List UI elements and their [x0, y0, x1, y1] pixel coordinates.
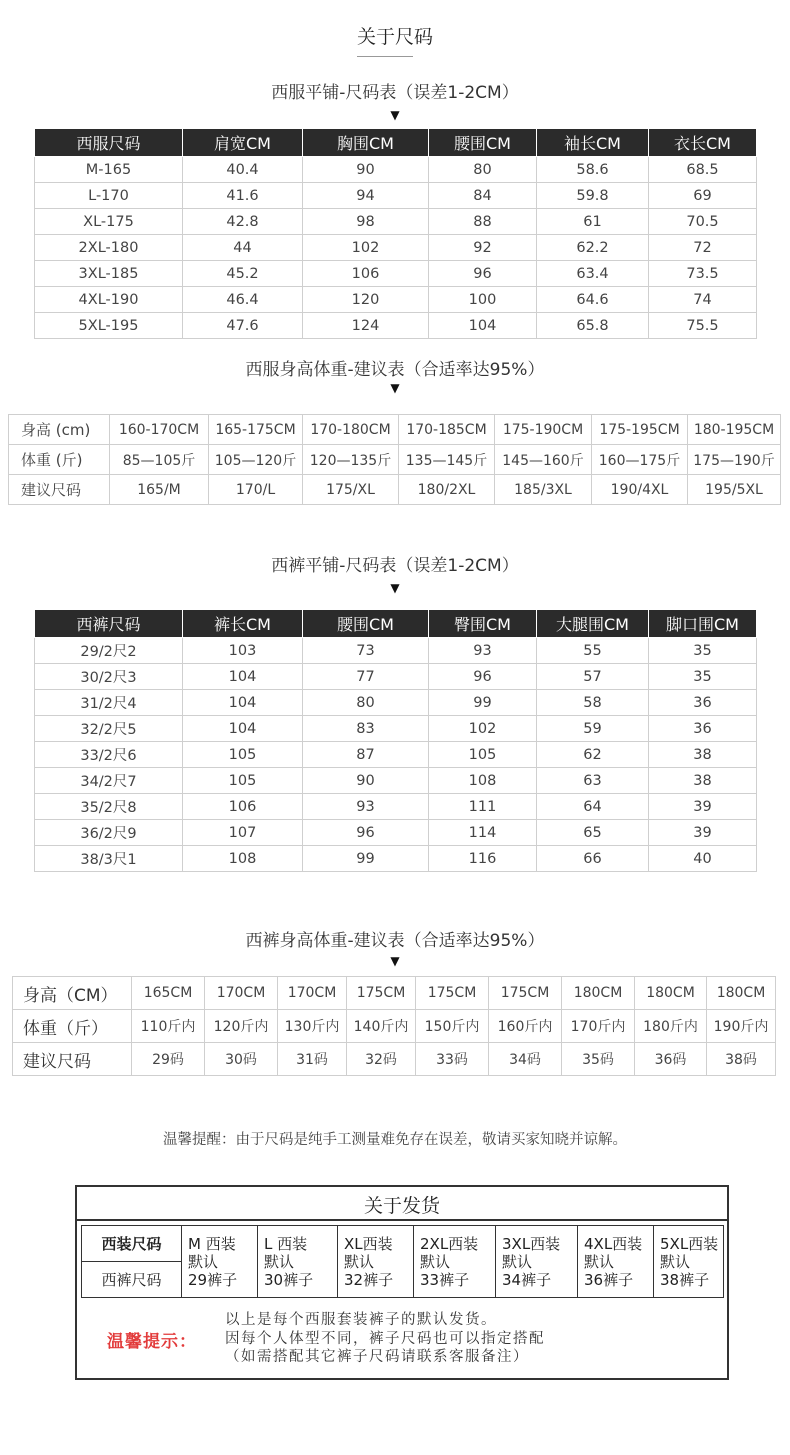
table-cell: 102: [303, 235, 429, 261]
table-cell: 85—105斤: [110, 445, 209, 475]
table-cell: 39: [649, 820, 757, 846]
pants-flat-size-table: [34, 609, 757, 872]
table-cell: 111: [429, 794, 537, 820]
table-cell: 57: [537, 664, 649, 690]
table-cell: 62: [537, 742, 649, 768]
table-cell: 59.8: [537, 183, 649, 209]
shipping-size-cell: 2XL西装 默认 33裤子: [414, 1226, 496, 1298]
table-cell: 175CM: [347, 977, 416, 1010]
table-cell: 36: [649, 716, 757, 742]
table-cell: 175CM: [489, 977, 562, 1010]
table-cell: 180-195CM: [688, 415, 781, 445]
table-cell: 77: [303, 664, 429, 690]
row-label: 身高 (cm): [9, 415, 110, 445]
table-cell: L-170: [35, 183, 183, 209]
table-cell: 36: [649, 690, 757, 716]
table-cell: 170-180CM: [303, 415, 399, 445]
table-cell: 170CM: [278, 977, 347, 1010]
table-row: [35, 794, 757, 820]
shipping-size-cell: L 西装 默认 30裤子: [258, 1226, 338, 1298]
table-cell: 105: [429, 742, 537, 768]
row-label: 身高（CM）: [13, 977, 132, 1010]
column-header: 西服尺码: [35, 129, 183, 157]
table-cell: 73: [303, 638, 429, 664]
table-cell: 35: [649, 664, 757, 690]
table-cell: 104: [183, 664, 303, 690]
table-cell: 69: [649, 183, 757, 209]
table-row: [35, 820, 757, 846]
table-row: [35, 716, 757, 742]
table-cell: 39: [649, 794, 757, 820]
column-header: 胸围CM: [303, 129, 429, 157]
shipping-size-cell: 5XL西装 默认 38裤子: [654, 1226, 724, 1298]
table-cell: 190/4XL: [592, 475, 688, 505]
table-cell: 38: [649, 742, 757, 768]
table-cell: 102: [429, 716, 537, 742]
table-cell: 104: [183, 690, 303, 716]
table-cell: 130斤内: [278, 1010, 347, 1043]
table-cell: 61: [537, 209, 649, 235]
table-cell: 114: [429, 820, 537, 846]
row-label: 体重（斤）: [13, 1010, 132, 1043]
pants-size-label: 西裤尺码: [82, 1262, 182, 1298]
shipping-size-table: [81, 1225, 724, 1298]
table-cell: 40: [649, 846, 757, 872]
table-row: [9, 445, 781, 475]
title-divider: [357, 56, 413, 57]
table-cell: 84: [429, 183, 537, 209]
table-cell: 105: [183, 742, 303, 768]
shipping-size-cell: 3XL西装 默认 34裤子: [496, 1226, 578, 1298]
column-header: 袖长CM: [537, 129, 649, 157]
table-cell: 32码: [347, 1043, 416, 1076]
table-cell: 66: [537, 846, 649, 872]
page-title: 关于尺码: [356, 26, 433, 48]
pants-flat-title: 西裤平铺-尺码表（误差1-2CM）: [271, 556, 519, 576]
row-label: 体重 (斤): [9, 445, 110, 475]
suit-flat-title: 西服平铺-尺码表（误差1-2CM）: [271, 83, 519, 103]
table-cell: 63: [537, 768, 649, 794]
shipping-info-box: [75, 1185, 729, 1380]
warm-tip-label: 温馨提示：: [107, 1332, 197, 1352]
table-cell: 106: [303, 261, 429, 287]
table-cell: 105: [183, 768, 303, 794]
table-cell: 40.4: [183, 157, 303, 183]
table-cell: 175/XL: [303, 475, 399, 505]
table-cell: 64.6: [537, 287, 649, 313]
column-header: 西裤尺码: [35, 610, 183, 638]
table-cell: 33/2尺6: [35, 742, 183, 768]
table-cell: 44: [183, 235, 303, 261]
table-cell: 100: [429, 287, 537, 313]
table-cell: 135—145斤: [399, 445, 495, 475]
table-cell: 80: [303, 690, 429, 716]
table-cell: 175-195CM: [592, 415, 688, 445]
table-cell: 99: [303, 846, 429, 872]
table-cell: 29码: [132, 1043, 205, 1076]
table-cell: 70.5: [649, 209, 757, 235]
table-cell: 83: [303, 716, 429, 742]
table-cell: 36码: [635, 1043, 707, 1076]
table-cell: 68.5: [649, 157, 757, 183]
shipping-divider: [77, 1219, 727, 1221]
table-cell: 107: [183, 820, 303, 846]
table-cell: 106: [183, 794, 303, 820]
table-cell: 58: [537, 690, 649, 716]
table-row: [9, 415, 781, 445]
table-row: [35, 287, 757, 313]
table-cell: 5XL-195: [35, 313, 183, 339]
table-cell: 98: [303, 209, 429, 235]
table-cell: 87: [303, 742, 429, 768]
table-cell: 170/L: [209, 475, 303, 505]
table-row: [13, 1043, 776, 1076]
measurement-note: 温馨提醒：由于尺码是纯手工测量难免存在误差，敬请买家知晓并谅解。: [163, 1132, 627, 1148]
table-cell: 36/2尺9: [35, 820, 183, 846]
shipping-title: 关于发货: [363, 1195, 440, 1217]
table-cell: 120斤内: [205, 1010, 278, 1043]
table-cell: 80: [429, 157, 537, 183]
table-cell: 35: [649, 638, 757, 664]
table-cell: 92: [429, 235, 537, 261]
table-cell: 41.6: [183, 183, 303, 209]
table-cell: 96: [303, 820, 429, 846]
table-row: [13, 977, 776, 1010]
table-header-row: [35, 129, 757, 157]
table-cell: 180CM: [562, 977, 635, 1010]
table-row: [35, 690, 757, 716]
table-cell: 64: [537, 794, 649, 820]
arrow-down-icon: ▼: [390, 108, 400, 122]
table-cell: 35码: [562, 1043, 635, 1076]
table-row: [9, 475, 781, 505]
table-row: [35, 638, 757, 664]
table-cell: 175—190斤: [688, 445, 781, 475]
table-cell: 72: [649, 235, 757, 261]
table-cell: 160—175斤: [592, 445, 688, 475]
table-cell: 165-175CM: [209, 415, 303, 445]
table-cell: 90: [303, 768, 429, 794]
table-cell: 120: [303, 287, 429, 313]
table-cell: 170CM: [205, 977, 278, 1010]
table-cell: 38/3尺1: [35, 846, 183, 872]
table-cell: 55: [537, 638, 649, 664]
table-cell: 88: [429, 209, 537, 235]
table-row: [35, 183, 757, 209]
table-cell: 96: [429, 664, 537, 690]
table-cell: 103: [183, 638, 303, 664]
table-cell: 145—160斤: [495, 445, 592, 475]
table-cell: 59: [537, 716, 649, 742]
table-cell: 30码: [205, 1043, 278, 1076]
warm-tip-text: 以上是每个西服套装裤子的默认发货。 因每个人体型不同，裤子尺码也可以指定搭配 （如需搭配其它裤子尺码请联系客服备注）: [225, 1312, 545, 1365]
table-cell: 58.6: [537, 157, 649, 183]
table-cell: 46.4: [183, 287, 303, 313]
table-cell: 65: [537, 820, 649, 846]
table-cell: 99: [429, 690, 537, 716]
table-cell: 47.6: [183, 313, 303, 339]
arrow-down-icon: ▼: [390, 381, 400, 395]
table-cell: 170斤内: [562, 1010, 635, 1043]
column-header: 衣长CM: [649, 129, 757, 157]
table-cell: 104: [183, 716, 303, 742]
table-cell: 96: [429, 261, 537, 287]
table-cell: 42.8: [183, 209, 303, 235]
table-cell: 160-170CM: [110, 415, 209, 445]
pants-recommendation-table: [12, 976, 776, 1076]
suit-size-label: 西装尺码: [82, 1226, 182, 1262]
table-row: [35, 261, 757, 287]
table-cell: 32/2尺5: [35, 716, 183, 742]
suit-rec-title: 西服身高体重-建议表（合适率达95%）: [245, 360, 545, 380]
row-label: 建议尺码: [9, 475, 110, 505]
table-cell: 195/5XL: [688, 475, 781, 505]
table-row: [35, 313, 757, 339]
table-cell: 175CM: [416, 977, 489, 1010]
arrow-down-icon: ▼: [390, 581, 400, 595]
table-cell: 31码: [278, 1043, 347, 1076]
table-cell: 65.8: [537, 313, 649, 339]
suit-flat-size-table: [34, 128, 757, 339]
table-cell: 180CM: [707, 977, 776, 1010]
table-cell: 160斤内: [489, 1010, 562, 1043]
table-row: [35, 209, 757, 235]
table-cell: 108: [429, 768, 537, 794]
table-cell: 170-185CM: [399, 415, 495, 445]
table-cell: 180/2XL: [399, 475, 495, 505]
shipping-size-cell: XL西装 默认 32裤子: [338, 1226, 414, 1298]
table-cell: 3XL-185: [35, 261, 183, 287]
table-cell: 116: [429, 846, 537, 872]
table-row: [35, 157, 757, 183]
arrow-down-icon: ▼: [390, 954, 400, 968]
table-cell: 34码: [489, 1043, 562, 1076]
column-header: 裤长CM: [183, 610, 303, 638]
table-cell: 185/3XL: [495, 475, 592, 505]
table-cell: 63.4: [537, 261, 649, 287]
table-row: [35, 846, 757, 872]
table-cell: 31/2尺4: [35, 690, 183, 716]
table-header-row: [35, 610, 757, 638]
table-cell: 94: [303, 183, 429, 209]
table-row: [35, 768, 757, 794]
table-cell: 165CM: [132, 977, 205, 1010]
suit-recommendation-table: [8, 414, 781, 505]
column-header: 肩宽CM: [183, 129, 303, 157]
shipping-size-cell: 4XL西装 默认 36裤子: [578, 1226, 654, 1298]
table-cell: 180斤内: [635, 1010, 707, 1043]
table-cell: 33码: [416, 1043, 489, 1076]
shipping-size-cell: M 西装 默认 29裤子: [182, 1226, 258, 1298]
table-cell: 2XL-180: [35, 235, 183, 261]
table-cell: 74: [649, 287, 757, 313]
table-cell: 140斤内: [347, 1010, 416, 1043]
table-row: [35, 235, 757, 261]
pants-rec-title: 西裤身高体重-建议表（合适率达95%）: [245, 931, 545, 951]
table-cell: 38码: [707, 1043, 776, 1076]
column-header: 臀围CM: [429, 610, 537, 638]
table-cell: 108: [183, 846, 303, 872]
table-cell: 105—120斤: [209, 445, 303, 475]
table-row: [35, 742, 757, 768]
table-cell: 90: [303, 157, 429, 183]
table-cell: 38: [649, 768, 757, 794]
column-header: 脚口围CM: [649, 610, 757, 638]
table-cell: 190斤内: [707, 1010, 776, 1043]
table-cell: M-165: [35, 157, 183, 183]
table-cell: XL-175: [35, 209, 183, 235]
table-cell: 120—135斤: [303, 445, 399, 475]
column-header: 腰围CM: [429, 129, 537, 157]
column-header: 大腿围CM: [537, 610, 649, 638]
table-cell: 45.2: [183, 261, 303, 287]
table-cell: 110斤内: [132, 1010, 205, 1043]
table-cell: 34/2尺7: [35, 768, 183, 794]
table-cell: 93: [303, 794, 429, 820]
table-cell: 75.5: [649, 313, 757, 339]
table-cell: 180CM: [635, 977, 707, 1010]
table-cell: 73.5: [649, 261, 757, 287]
table-cell: 93: [429, 638, 537, 664]
table-cell: 104: [429, 313, 537, 339]
table-cell: 175-190CM: [495, 415, 592, 445]
table-cell: 165/M: [110, 475, 209, 505]
row-label: 建议尺码: [13, 1043, 132, 1076]
table-cell: 30/2尺3: [35, 664, 183, 690]
table-cell: 150斤内: [416, 1010, 489, 1043]
table-cell: 35/2尺8: [35, 794, 183, 820]
table-cell: 29/2尺2: [35, 638, 183, 664]
table-cell: 4XL-190: [35, 287, 183, 313]
table-row: [13, 1010, 776, 1043]
table-cell: 62.2: [537, 235, 649, 261]
table-row: [35, 664, 757, 690]
table-cell: 124: [303, 313, 429, 339]
column-header: 腰围CM: [303, 610, 429, 638]
